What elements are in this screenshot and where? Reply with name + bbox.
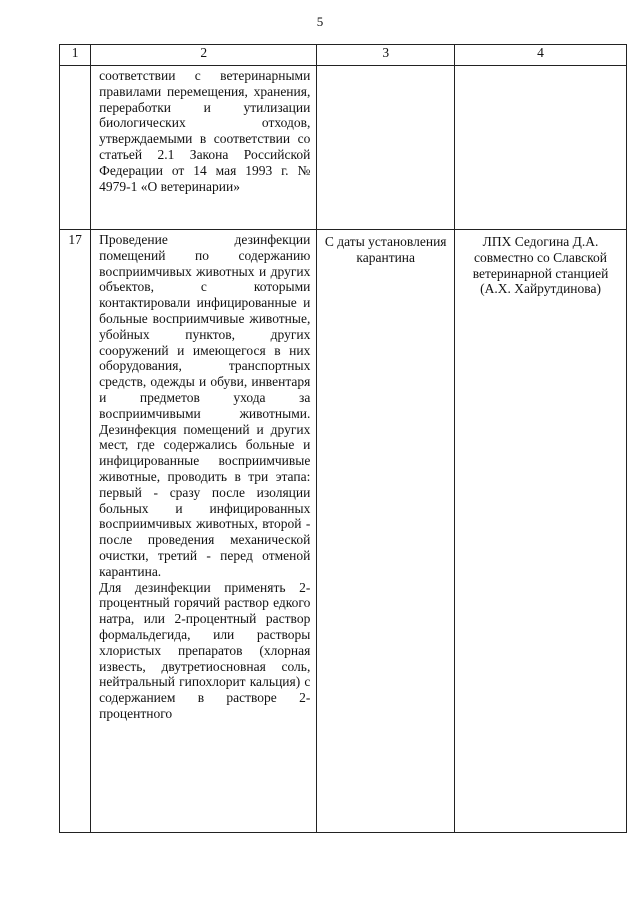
measures-table — [59, 44, 627, 833]
measure-text — [91, 230, 317, 833]
measure-text — [91, 66, 317, 230]
measure-paragraph: соответствии с ветеринарными правилами перемещения, хранения, переработки и утилизации биологических отходов, утверждаемыми в соответствии со статьей 2.1 Закона Российской Федерации от 14 мая 1993 г. № 4979-1 «О ветеринарии» — [99, 68, 311, 194]
table-row — [60, 66, 627, 230]
table-row — [60, 230, 627, 833]
deadline-cell — [317, 230, 455, 833]
measure-paragraph: Проведение дезинфекции помещений по содержанию восприимчивых животных и других объектов, с которыми контактировали инфицированные и больные восприимчивые животные, убойных пунктов, других сооружений и имеющегося в них оборудования, транспортных средств, одежды и обуви, инвентаря и предметов ухода за восприимчивыми животными. Дезинфекция помещений и других мест, где содержались больные и инфицированные восприимчивые животные, проводить в три этапа: первый - сразу после изоляции больных и инфицированных восприимчивых животных, второй - после проведения механической очистки, третий - перед отменой карантина. — [99, 232, 311, 579]
responsible-cell — [455, 230, 627, 833]
column-header-4: 4 — [455, 45, 627, 66]
column-header-1: 1 — [60, 45, 91, 66]
column-header-3: 3 — [317, 45, 455, 66]
deadline-cell — [317, 66, 455, 230]
column-header-2: 2 — [91, 45, 317, 66]
measure-paragraph: Для дезинфекции применять 2-процентный горячий раствор едкого натра, или 2-процентный раствор формальдегида, или растворы хлористых препаратов (хлорная известь, двутретиосновная соль, нейтральный гипохлорит кальция) с содержанием в растворе 2-процентного — [99, 579, 311, 721]
table-header-row — [60, 45, 627, 66]
responsible-cell — [455, 66, 627, 230]
responsible-text: ЛПХ Седогина Д.А. совместно со Славской ветеринарной станцией (А.Х. Хайрутдинова) — [472, 234, 609, 297]
row-number: 17 — [60, 230, 91, 833]
deadline-text: С даты установления карантина — [324, 234, 447, 265]
page-number: 5 — [316, 14, 324, 29]
row-number — [60, 66, 91, 230]
